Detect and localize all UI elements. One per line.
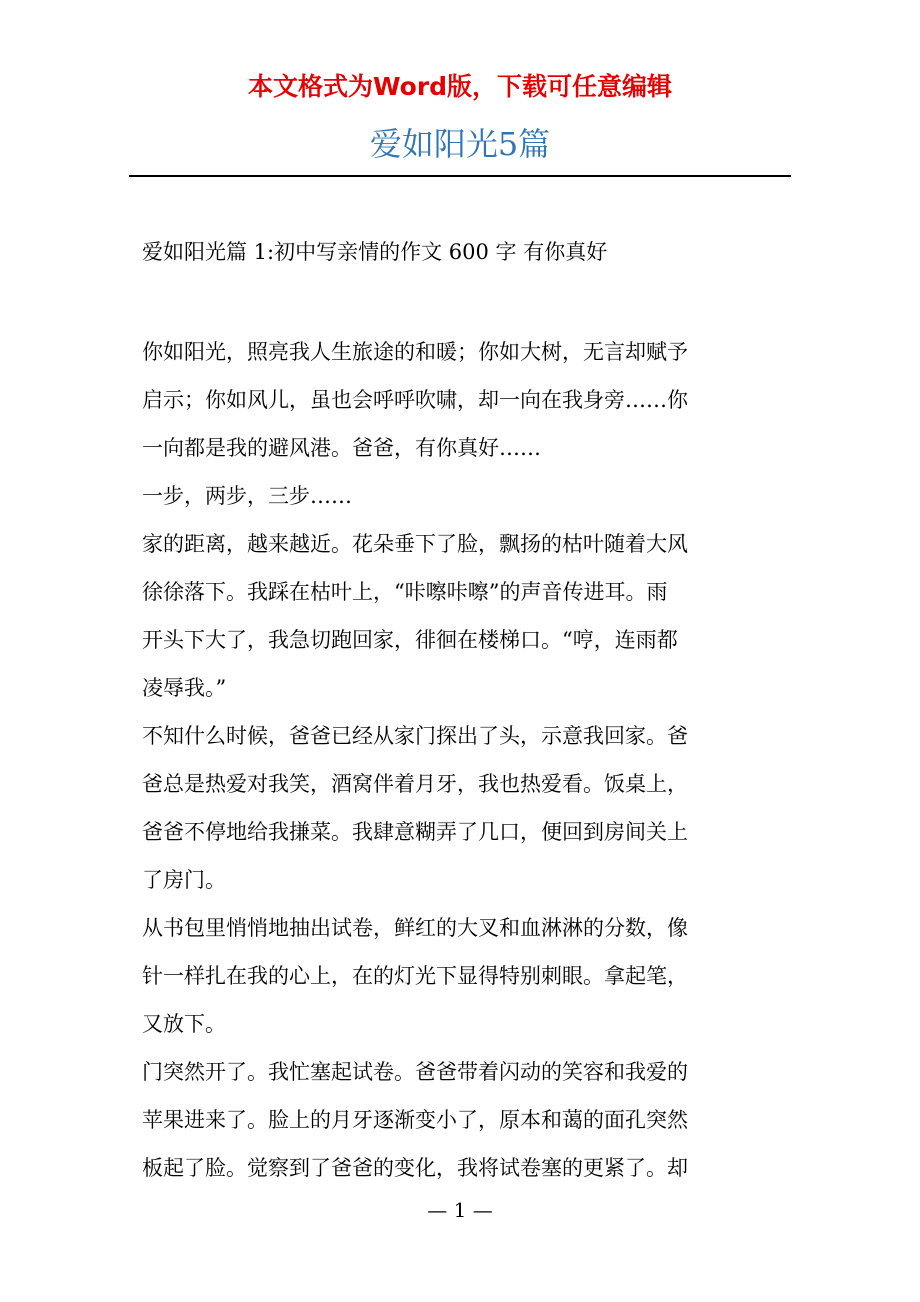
text-line: 从书包里悄悄地抽出试卷，鲜红的大叉和血淋淋的分数，像 xyxy=(142,916,688,940)
text-line: 凌辱我。” xyxy=(142,676,227,700)
text-line: 徐徐落下。我踩在枯叶上，“咔嚓咔嚓”的声音传进耳。雨 xyxy=(142,580,668,604)
text-line: 板起了脸。觉察到了爸爸的变化，我将试卷塞的更紧了。却 xyxy=(142,1156,688,1180)
document-title: 爱如阳光5篇 xyxy=(369,125,551,163)
text-line: 针一样扎在我的心上，在的灯光下显得特别刺眼。拿起笔， xyxy=(142,964,688,988)
text-line: 了房门。 xyxy=(142,868,226,892)
text-line: 爸总是热爱对我笑，酒窝伴着月牙，我也热爱看。饭桌上， xyxy=(142,772,688,796)
format-banner: 本文格式为Word版，下载可任意编辑 xyxy=(247,72,673,101)
text-line: 不知什么时候，爸爸已经从家门探出了头，示意我回家。爸 xyxy=(142,724,688,748)
text-line: 苹果进来了。脸上的月牙逐渐变小了，原本和蔼的面孔突然 xyxy=(142,1108,688,1132)
text-line: 一向都是我的避风港。爸爸，有你真好…… xyxy=(142,436,541,460)
section-heading: 爱如阳光篇 1:初中写亲情的作文 600 字 有你真好 xyxy=(142,240,608,264)
text-line: 你如阳光，照亮我人生旅途的和暖；你如大树，无言却赋予 xyxy=(142,340,688,364)
text-line: 门突然开了。我忙塞起试卷。爸爸带着闪动的笑容和我爱的 xyxy=(142,1060,688,1084)
text-line: 家的距离，越来越近。花朵垂下了脸，飘扬的枯叶随着大风 xyxy=(142,532,688,556)
text-line: 又放下。 xyxy=(142,1012,226,1036)
text-line: 爸爸不停地给我搛菜。我肆意糊弄了几口，便回到房间关上 xyxy=(142,820,688,844)
text-line: 开头下大了，我急切跑回家，徘徊在楼梯口。“哼，连雨都 xyxy=(142,628,678,652)
page-number: — 1 — xyxy=(427,1198,493,1222)
text-line: 启示；你如风儿，虽也会呼呼吹啸，却一向在我身旁……你 xyxy=(142,388,688,412)
title-divider xyxy=(129,175,791,177)
body-text xyxy=(142,328,792,1192)
text-line: 一步，两步，三步…… xyxy=(142,484,352,508)
